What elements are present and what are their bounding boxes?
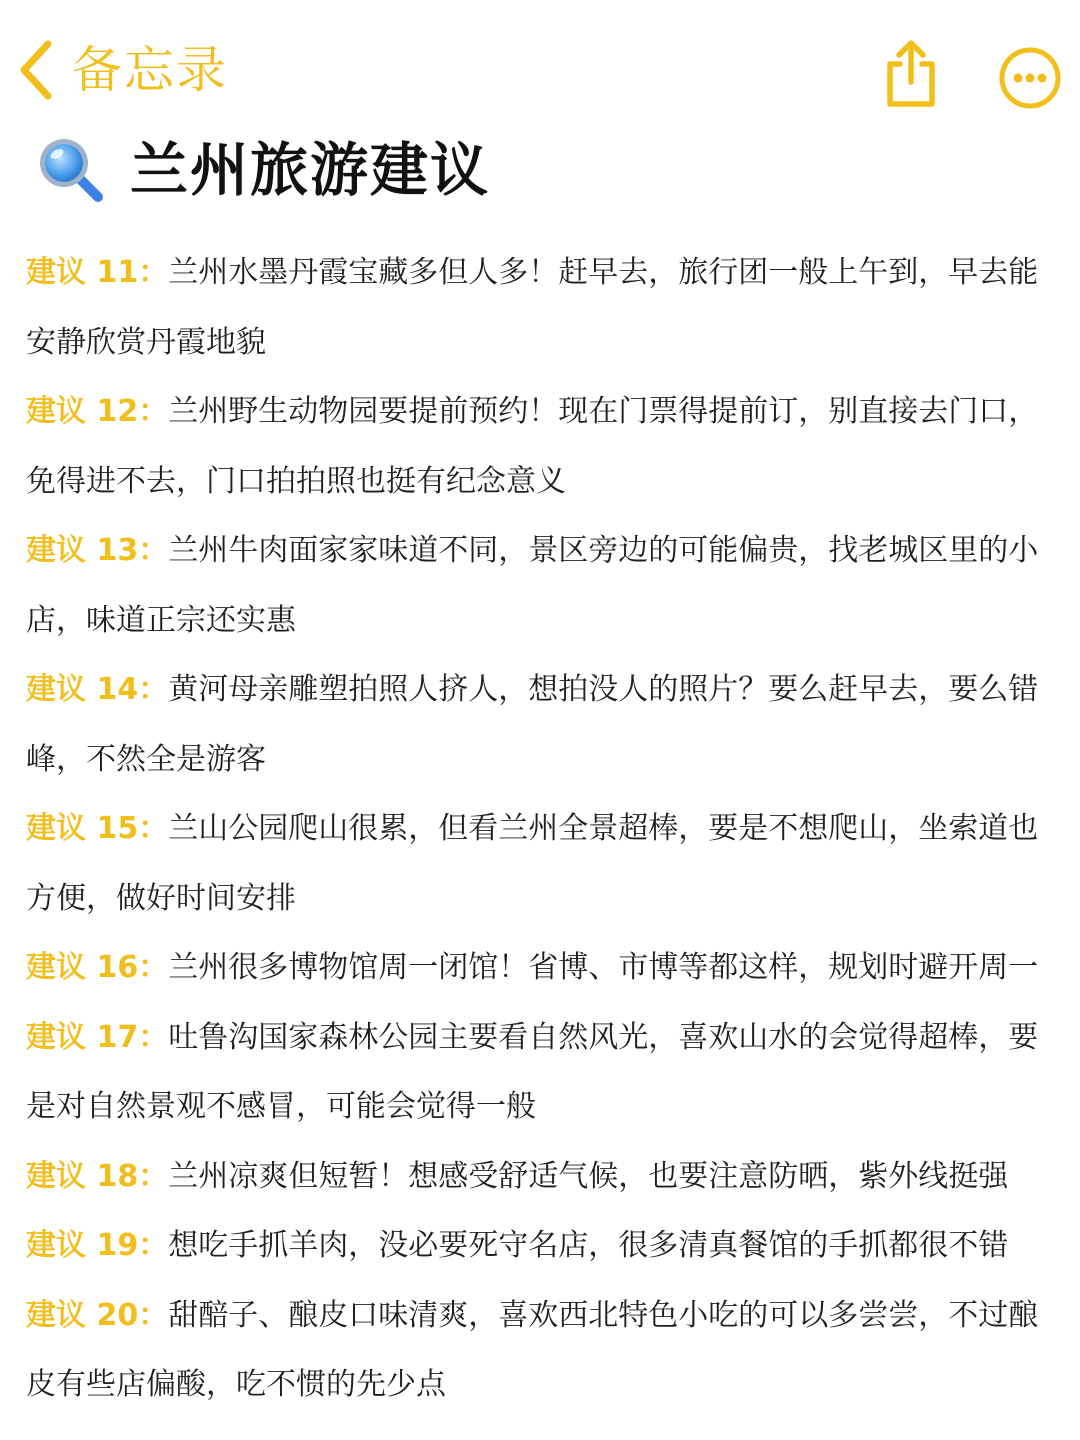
tip-label: 建议 14： xyxy=(26,672,169,707)
tip-paragraph xyxy=(26,1281,1056,1420)
back-label: 备忘录 xyxy=(72,41,228,99)
tip-text: 兰山公园爬山很累，但看兰州全景超棒，要是不想爬山，坐索道也方便，做好时间安排 xyxy=(26,811,1039,916)
tip-text: 黄河母亲雕塑拍照人挤人，想拍没人的照片？要么赶早去，要么错峰，不然全是游客 xyxy=(26,672,1039,777)
tip-paragraph xyxy=(26,1211,1056,1281)
tip-paragraph xyxy=(26,516,1056,655)
tip-label: 建议 18： xyxy=(26,1158,169,1194)
tip-text: 甜醅子、酿皮口味清爽，喜欢西北特色小吃的可以多尝尝，不过酿皮有些店偏酸，吃不惯的先少点 xyxy=(26,1297,1039,1402)
note-body[interactable] xyxy=(26,238,1056,1420)
tip-text: 吐鲁沟国家森林公园主要看自然风光，喜欢山水的会觉得超棒，要是对自然景观不感冒，可能会觉得一般 xyxy=(26,1019,1039,1124)
tip-label: 建议 19： xyxy=(26,1228,169,1263)
tip-label: 建议 20： xyxy=(26,1297,169,1333)
tip-label: 建议 11： xyxy=(26,255,169,290)
tip-text: 兰州水墨丹霞宝藏多但人多！赶早去，旅行团一般上午到，早去能安静欣赏丹霞地貌 xyxy=(26,255,1039,360)
chevron-left-icon xyxy=(18,40,54,100)
tip-label: 建议 17： xyxy=(26,1019,169,1055)
tip-text: 想吃手抓羊肉，没必要死守名店，很多清真餐馆的手抓都很不错 xyxy=(168,1228,1009,1263)
more-options-icon xyxy=(998,46,1062,110)
tip-label: 建议 12： xyxy=(26,394,169,429)
tip-label: 建议 15： xyxy=(26,811,169,846)
share-button[interactable] xyxy=(880,38,942,110)
tip-paragraph xyxy=(26,933,1056,1003)
tip-text: 兰州牛肉面家家味道不同，景区旁边的可能偏贵，找老城区里的小店，味道正宗还实惠 xyxy=(26,533,1039,638)
tip-label: 建议 13： xyxy=(26,533,169,568)
share-icon xyxy=(880,38,942,110)
navigation-bar xyxy=(0,0,1080,120)
tip-paragraph xyxy=(26,655,1056,794)
tip-paragraph xyxy=(26,794,1056,933)
back-button[interactable] xyxy=(18,38,228,102)
tip-text: 兰州野生动物园要提前预约！现在门票得提前订，别直接去门口，免得进不去，门口拍拍照也挺有纪念意义 xyxy=(26,394,1039,499)
magnifying-glass-icon xyxy=(36,135,106,205)
note-title-row xyxy=(36,130,490,210)
tip-label: 建议 16： xyxy=(26,950,169,985)
note-title: 兰州旅游建议 xyxy=(130,136,491,204)
tip-paragraph xyxy=(26,1003,1056,1142)
tip-text: 兰州很多博物馆周一闭馆！省博、市博等都这样，规划时避开周一 xyxy=(168,950,1039,985)
tip-text: 兰州凉爽但短暂！想感受舒适气候，也要注意防晒，紫外线挺强 xyxy=(168,1158,1009,1194)
tip-paragraph xyxy=(26,238,1056,377)
tip-paragraph xyxy=(26,1142,1056,1212)
more-options-button[interactable] xyxy=(998,46,1062,110)
tip-paragraph xyxy=(26,377,1056,516)
